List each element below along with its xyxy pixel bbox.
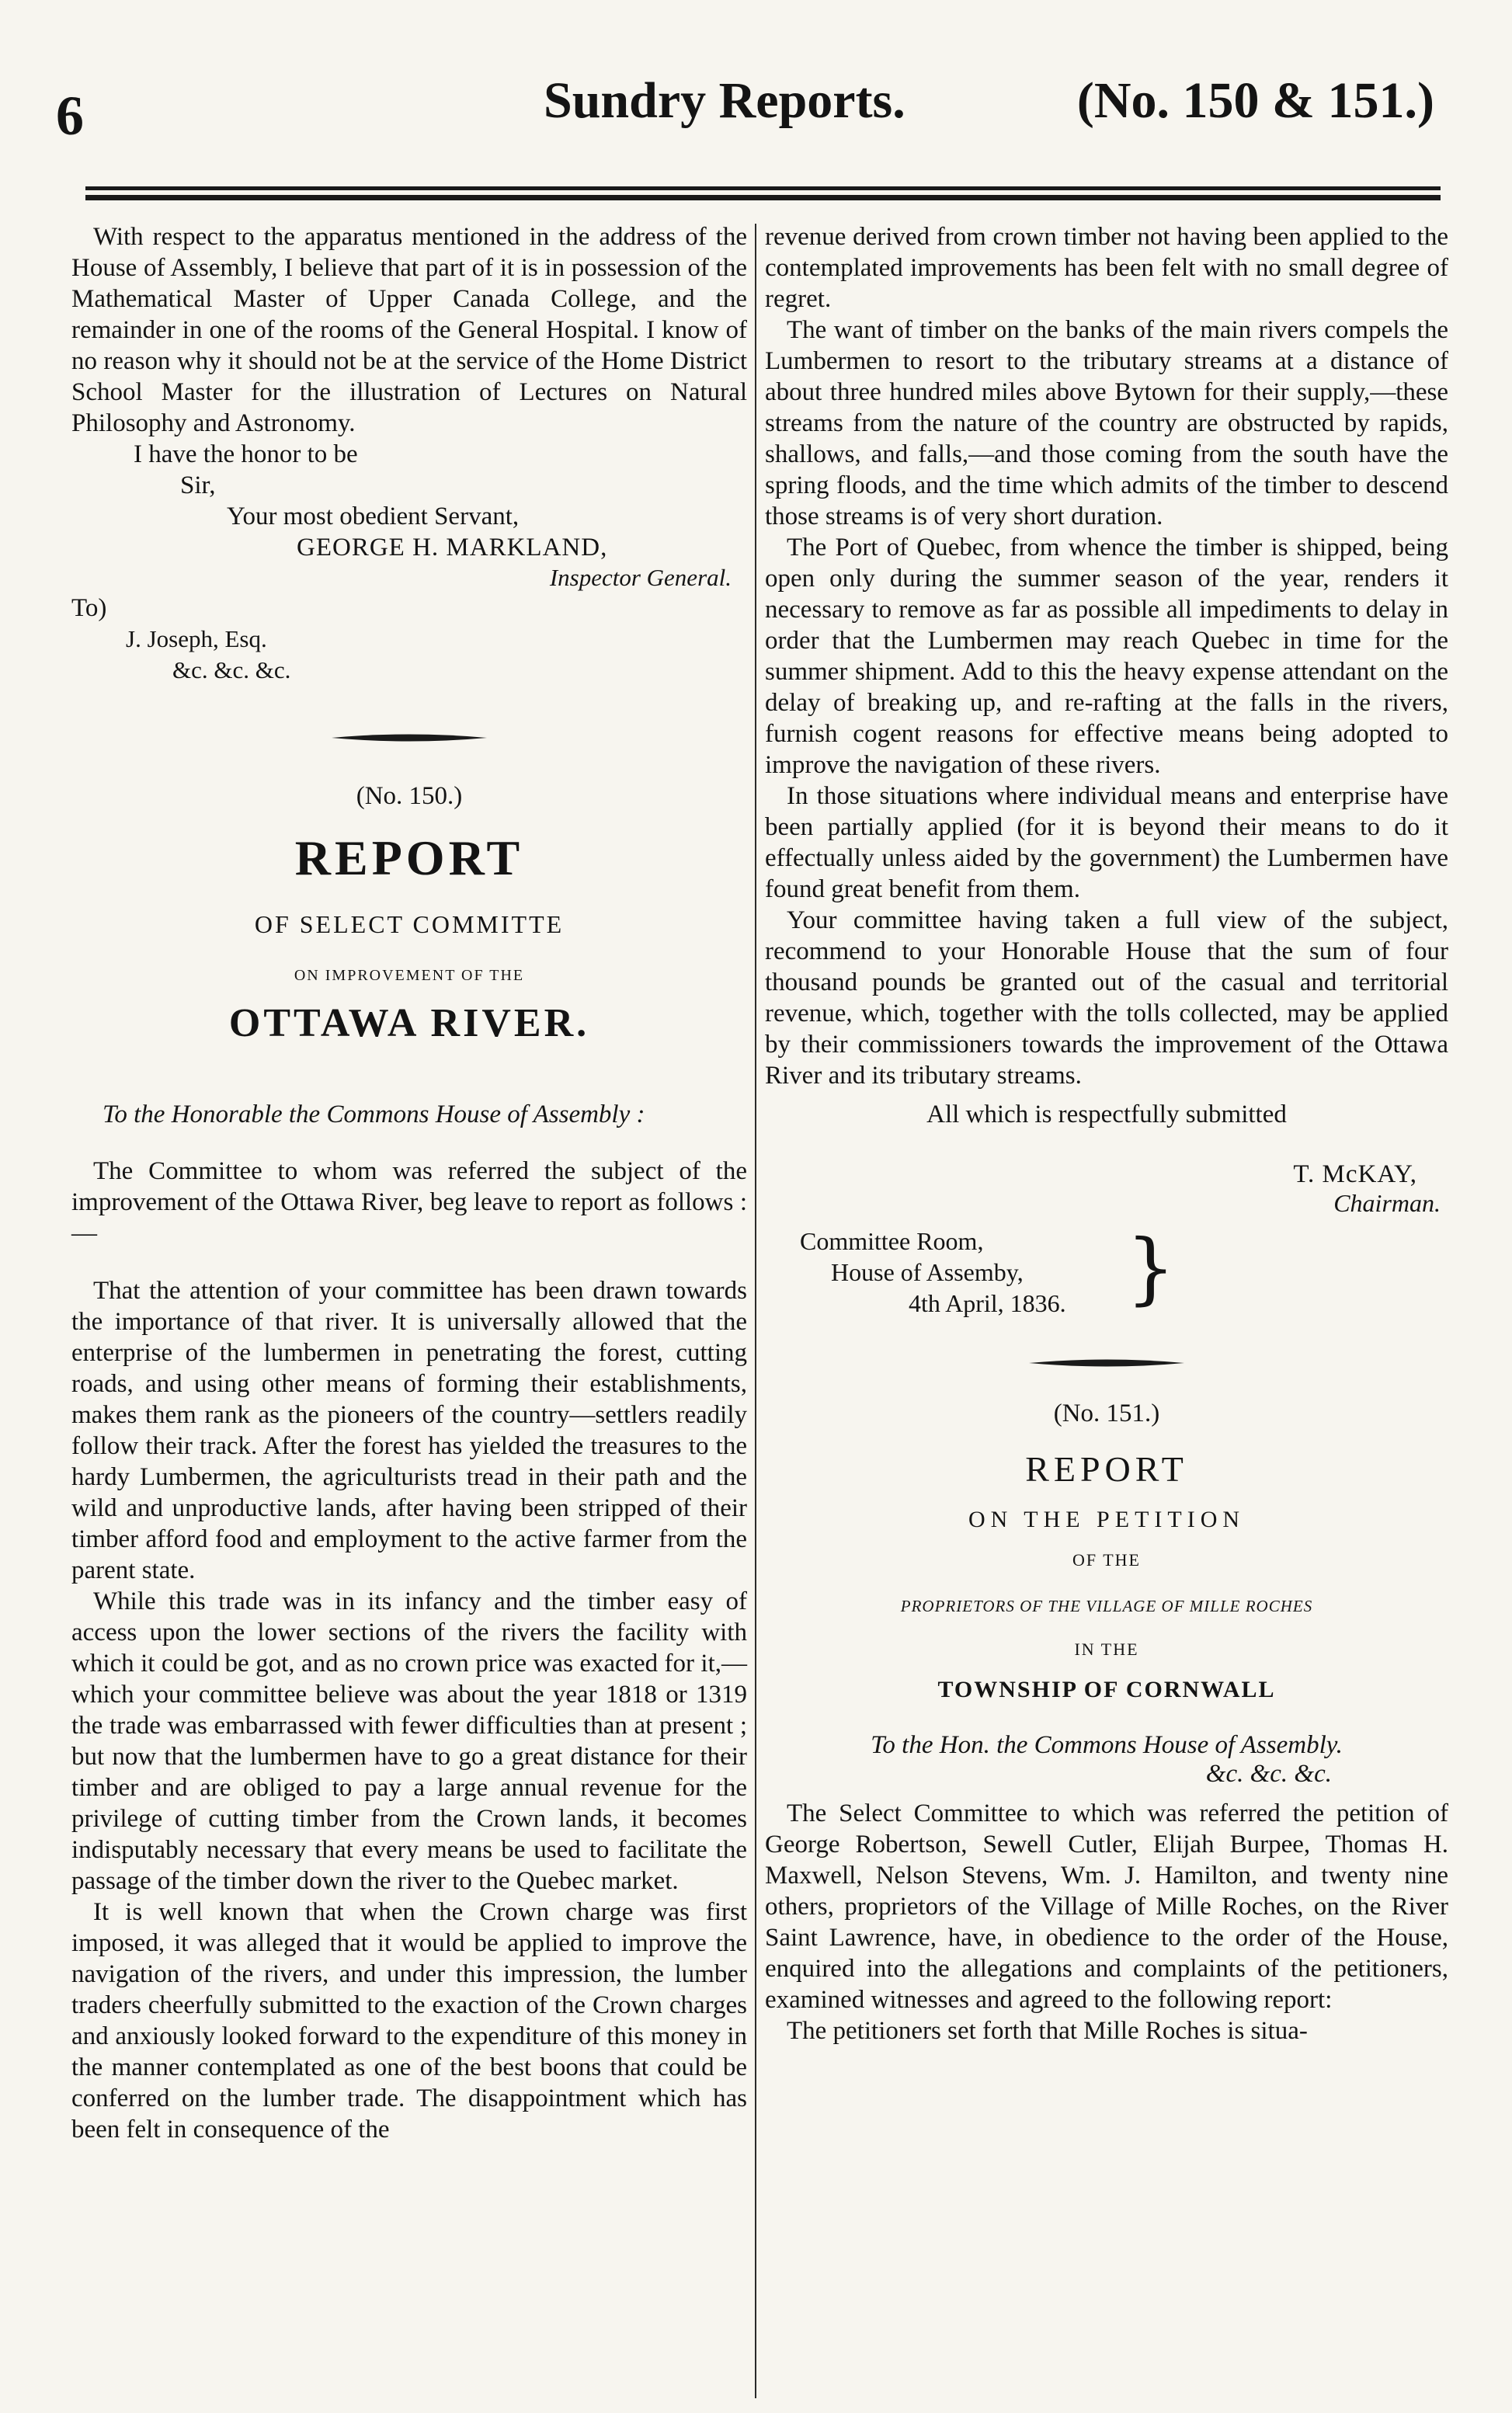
report-150-heading: REPORT <box>294 830 524 885</box>
report-150-para-1: The Committee to whom was referred the subject of the improvement of the Ottawa River, beg leave to report as follows :— <box>71 1157 747 1247</box>
letter-body: With respect to the apparatus mentioned in the address of the House of Assembly, I believe that part of it is in possession of the Mathematical Master of Upper Canada College, and the remainder in one of the rooms of the General Hospital. I know of no reason why it should not be at the service of the Home District School Master for the illustration of Lectures on Natural Philosophy and Astronomy. <box>71 223 747 437</box>
committee-room-block <box>800 1222 1448 1319</box>
report-150-right-para-5: Your committee having taken a full view of the subject, recommend to your Honorable House that the sum of four thousand pounds be granted out of the casual and territorial revenue, which, together with the tolls collected, may be applied by their commissioners towards the improvement of the Ottawa River and its tributary streams. <box>765 906 1448 1090</box>
report-150-right-para-1: revenue derived from crown timber not having been applied to the contemplated improvements has been felt with no small degree of regret. <box>765 223 1448 313</box>
submitted-line: All which is respectfully submitted <box>926 1100 1287 1128</box>
report-date: 4th April, 1836. <box>909 1289 1066 1317</box>
report-150-para-3: While this trade was in its infancy and the timber easy of access upon the lower sections of the rivers the facility with which it could be got, and as no crown price was exacted for it,—which your committee believe was about the year 1818 or 1319 the trade was embarrassed with fewer difficulties than at present ; but now that the lumbermen have to go a great distance for their timber and are obliged to pay a large annual revenue for the privilege of cutting timber from the Crown lands, it becomes indisputably necessary that every means be used to facilitate the passage of the timber down the river to the Quebec market. <box>71 1587 747 1895</box>
letter-closing-1: I have the honor to be <box>134 440 358 468</box>
report-151-address: To the Hon. the Commons House of Assembly. <box>871 1731 1343 1759</box>
report-151-para-1: The Select Committee to which was referred the petition of George Robertson, Sewell Cutler, Elijah Burpee, Thomas H. Maxwell, Nelson Stevens, Wm. J. Hamilton, and twenty nine others, proprietors of the Village of Mille Roches, on the River Saint Lawrence, have, in obedience to the order of the House, enquired into the allegations and complaints of the petitioners, examined witnesses and agreed to the following report: <box>765 1799 1448 2014</box>
letter-signer-title: Inspector General. <box>549 564 732 591</box>
left-column <box>71 221 747 2145</box>
report-150-para-2: That the attention of your committee has been drawn towards the importance of that river. It is universally allowed that the enterprise of the lumbermen in penetrating the forest, cutting roads, and using other means of forming their establishments, makes them rank as the pioneers of the country—settlers readily follow their track. After the forest has yielded the treasures to the hardy Lumbermen, the agriculturists tread in their path and the wild and unproductive lands, after having been stripped of their timber afford food and employment to the active farmer from the parent state. <box>71 1277 747 1584</box>
brace-glyph: } <box>1126 1222 1176 1313</box>
ornament-divider <box>1029 1358 1184 1368</box>
column-divider <box>755 224 756 2398</box>
right-column <box>765 221 1448 2046</box>
house-line: House of Assemby, <box>831 1258 1024 1286</box>
report-151-etc: &c. &c. &c. <box>1205 1760 1332 1788</box>
report-150-line3: OTTAWA RIVER. <box>228 1001 590 1045</box>
report-150-right-para-4: In those situations where individual means and enterprise have been partially applied (for it is beyond their means to do it effectually unless aided by the government) the Lumbermen have found great benefit from them. <box>765 782 1448 903</box>
report-151-line1: ON THE PETITION <box>968 1507 1246 1532</box>
chairman-title: Chairman. <box>1333 1189 1441 1217</box>
header-rule <box>85 186 1441 207</box>
report-150-line2: ON IMPROVEMENT OF THE <box>294 967 525 984</box>
report-150-para-4: It is well known that when the Crown charge was first imposed, it was alleged that it would be applied to improve the navigation of the rivers, and under this impression, the lumber traders cheerfully submitted to the exaction of the Crown charges and anxiously looked forward to the expenditure of this money in the manner contemplated as one of the best boons that could be conferred on the lumber trade. The disappointment which has been felt in consequence of the <box>71 1898 747 2144</box>
letter-signer: GEORGE H. MARKLAND, <box>297 534 608 562</box>
report-151-line5: TOWNSHIP OF CORNWALL <box>937 1677 1276 1702</box>
committee-room: Committee Room, <box>800 1227 984 1255</box>
report-150-number: (No. 150.) <box>356 782 463 810</box>
chairman-name: T. McKAY, <box>1293 1160 1417 1188</box>
page-number: 6 <box>56 85 84 147</box>
letter-to-label: To) <box>71 594 107 622</box>
report-150-line1: OF SELECT COMMITTE <box>254 910 565 938</box>
report-151-line2: OF THE <box>1072 1550 1141 1570</box>
report-150-right-para-2: The want of timber on the banks of the main rivers compels the Lumbermen to resort to the tributary streams at a distance of about three hundred miles above Bytown for their supply,—these streams from the nature of the country are obstructed by rapids, shallows, and falls,—and those coming from the south have the spring floods, and the time which admits of the timber to descend those streams is of very short duration. <box>765 316 1448 530</box>
report-numbers: (No. 150 & 151.) <box>1076 72 1434 129</box>
ornament-divider <box>332 732 487 743</box>
letter-closing-3: Your most obedient Servant, <box>227 502 520 530</box>
report-150-address: To the Honorable the Commons House of Assembly : <box>103 1100 645 1128</box>
report-150-right-para-3: The Port of Quebec, from whence the timber is shipped, being open only during the summer season of the year, renders it necessary to remove as far as possible all impediments to delay in order that the Lumbermen may reach Quebec in time for the summer shipment. Add to this the heavy expense attendant on the delay of breaking up, and re-rafting at the falls in the rivers, furnish cogent reasons for effective means being adopted to improve the navigation of these rivers. <box>765 534 1448 779</box>
letter-closing-2: Sir, <box>180 471 216 499</box>
report-151-line4: IN THE <box>1074 1639 1139 1659</box>
letter-addressee: J. Joseph, Esq. <box>126 625 267 652</box>
report-151-heading: REPORT <box>1025 1449 1188 1489</box>
report-151-para-2: The petitioners set forth that Mille Roches is situa- <box>787 2017 1308 2045</box>
letter-etc: &c. &c. &c. <box>172 656 291 683</box>
report-151-line3: PROPRIETORS OF THE VILLAGE OF MILLE ROCHES <box>900 1597 1313 1615</box>
report-151-number: (No. 151.) <box>1053 1399 1160 1427</box>
running-title: Sundry Reports. <box>544 72 905 129</box>
